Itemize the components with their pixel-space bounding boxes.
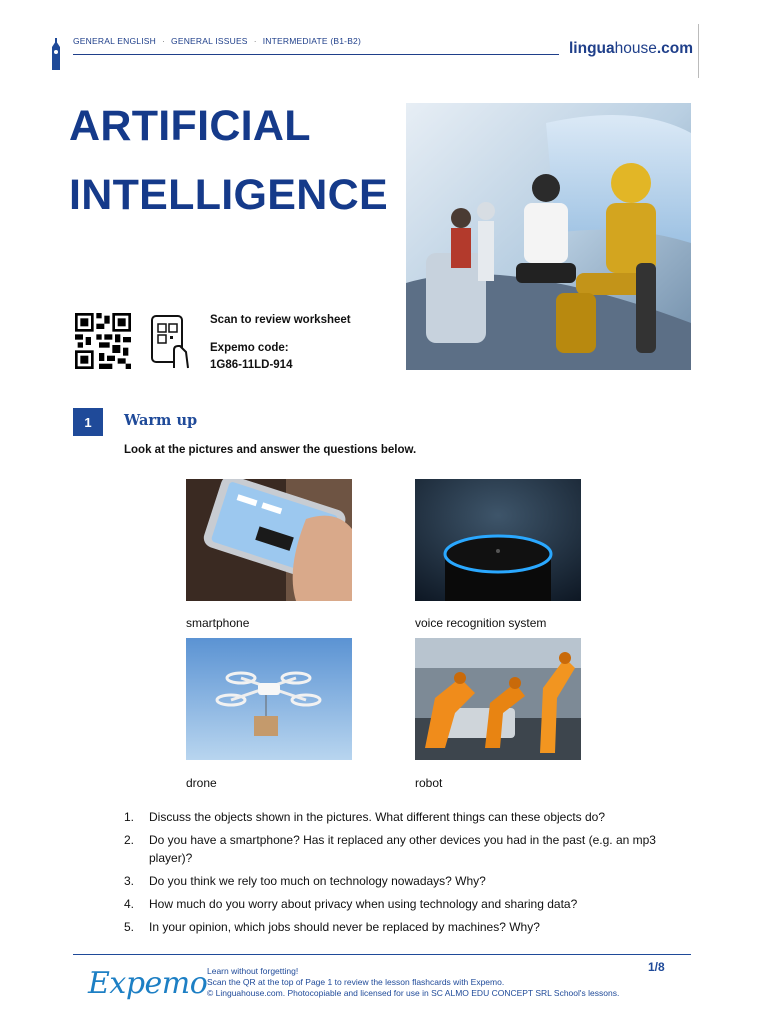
breadcrumb-item-level-3[interactable]: INTERMEDIATE (B1-B2) [262, 36, 362, 46]
expemo-code-value: 1G86-11LD-914 [210, 359, 293, 371]
big-ben-icon [50, 38, 62, 70]
question-item: 4. How much do you worry about privacy when using technology and sharing data? [124, 897, 578, 911]
robot-arm-photo [415, 638, 581, 760]
footer-tagline: Learn without forgetting! [207, 966, 299, 976]
question-list [124, 808, 694, 941]
page-number: 1/8 [648, 960, 665, 974]
expemo-code-label: Expemo code: [210, 342, 289, 354]
question-item: 1. Discuss the objects shown in the pictures. What different things can these objects do? [124, 810, 606, 824]
drone-photo [186, 638, 352, 760]
phone-scan-icon [150, 314, 190, 370]
expemo-logo[interactable]: Expemo [88, 966, 208, 1001]
picture-label-voice-recognition: voice recognition system [415, 616, 547, 630]
question-item: 2. Do you have a smartphone? Has it replaced any other devices you had in the past (e.g. an mp3 player)? [124, 833, 656, 865]
picture-label-robot: robot [415, 776, 443, 790]
question-item: 3. Do you think we rely too much on technology nowadays? Why? [124, 874, 486, 888]
worksheet-title [69, 92, 388, 230]
breadcrumb-item-level-2[interactable]: GENERAL ISSUES [171, 36, 248, 46]
breadcrumb-separator: · [253, 36, 257, 46]
footer-scan-note: Scan the QR at the top of Page 1 to review the lesson flashcards with Expemo. [207, 977, 505, 987]
linguahouse-logo[interactable]: linguahouse.com [569, 40, 694, 57]
scan-instruction: Scan to review worksheet [210, 314, 351, 326]
question-item: 5. In your opinion, which jobs should never be replaced by machines? Why? [124, 920, 540, 934]
title-line-2: INTELLIGENCE [69, 171, 388, 219]
hero-robot-train-photo [406, 103, 691, 370]
picture-label-smartphone: smartphone [186, 616, 250, 630]
section-title: Warm up [124, 412, 198, 429]
smart-speaker-photo [415, 479, 581, 601]
breadcrumb-separator: · [162, 36, 166, 46]
breadcrumb-item-level-1[interactable]: GENERAL ENGLISH [73, 36, 156, 46]
section-instruction: Look at the pictures and answer the questions below. [124, 444, 417, 456]
title-line-1: ARTIFICIAL [69, 102, 311, 150]
header-rule [73, 54, 559, 55]
section-number-badge: 1 [73, 408, 103, 436]
footer-copyright: © Linguahouse.com. Photocopiable and licensed for use in SC ALMO EDU CONCEPT SRL School's lessons. [207, 988, 620, 998]
footer-rule [73, 954, 691, 955]
qr-code-icon[interactable] [73, 313, 133, 369]
picture-label-drone: drone [186, 776, 217, 790]
footer-text [207, 966, 619, 999]
breadcrumb [73, 36, 361, 46]
scan-info [210, 313, 351, 386]
brand-divider [698, 24, 699, 78]
smartphone-photo [186, 479, 352, 601]
